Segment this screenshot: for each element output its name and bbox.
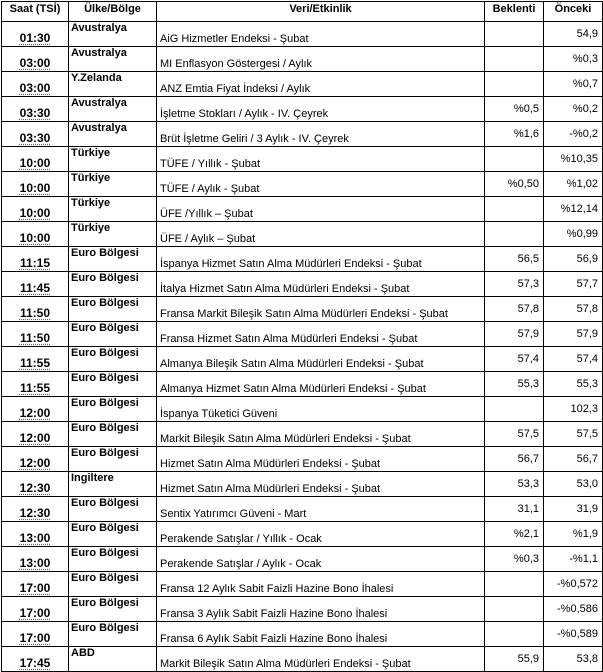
time-value: 17:00 <box>19 606 51 620</box>
data-cell: Fransa 12 Aylık Sabit Faizli Hazine Bono İhalesi <box>157 572 485 597</box>
expected-cell <box>485 22 544 47</box>
data-cell: İspanya Tüketici Güveni <box>157 397 485 422</box>
previous-cell: 31,9 <box>544 497 603 522</box>
time-cell <box>2 322 69 347</box>
region-cell: Y.Zelanda <box>69 72 157 97</box>
region-cell: Euro Bölgesi <box>69 547 157 572</box>
table-row <box>2 97 603 122</box>
data-cell: AiG Hizmetler Endeksi - Şubat <box>157 22 485 47</box>
expected-cell: 53,3 <box>485 472 544 497</box>
table-row <box>2 322 603 347</box>
time-value: 13:00 <box>19 556 51 570</box>
previous-cell: 56,7 <box>544 447 603 472</box>
data-cell: Hizmet Satın Alma Müdürleri Endeksi - Şubat <box>157 472 485 497</box>
table-row <box>2 447 603 472</box>
time-cell <box>2 572 69 597</box>
previous-cell: 53,8 <box>544 647 603 672</box>
time-value: 03:00 <box>19 56 51 70</box>
time-value: 12:00 <box>19 406 51 420</box>
time-cell <box>2 272 69 297</box>
region-cell: Avustralya <box>69 22 157 47</box>
data-cell: MI Enflasyon Göstergesi / Aylık <box>157 47 485 72</box>
region-cell: Euro Bölgesi <box>69 372 157 397</box>
region-cell: Avustralya <box>69 97 157 122</box>
table-row <box>2 72 603 97</box>
table-row <box>2 647 603 672</box>
time-value: 10:00 <box>19 156 51 170</box>
time-cell <box>2 547 69 572</box>
data-cell: Fransa 6 Aylık Sabit Faizli Hazine Bono İhalesi <box>157 622 485 647</box>
time-value: 10:00 <box>19 181 51 195</box>
region-cell: Euro Bölgesi <box>69 622 157 647</box>
time-cell <box>2 497 69 522</box>
expected-cell: 57,5 <box>485 422 544 447</box>
table-row <box>2 197 603 222</box>
time-value: 11:50 <box>19 331 51 345</box>
expected-cell: 55,9 <box>485 647 544 672</box>
previous-cell: %12,14 <box>544 197 603 222</box>
region-cell: Euro Bölgesi <box>69 347 157 372</box>
region-cell: Euro Bölgesi <box>69 522 157 547</box>
time-value: 03:00 <box>19 81 51 95</box>
expected-cell: 55,3 <box>485 372 544 397</box>
data-cell: İspanya Hizmet Satın Alma Müdürleri Endeksi - Şubat <box>157 247 485 272</box>
time-cell <box>2 122 69 147</box>
region-cell: Türkiye <box>69 172 157 197</box>
data-cell: Hizmet Satın Alma Müdürleri Endeksi - Şubat <box>157 447 485 472</box>
data-cell: ÜFE /Yıllık – Şubat <box>157 197 485 222</box>
previous-cell: %0,2 <box>544 97 603 122</box>
header-data: Veri/Etkinlik <box>157 2 485 22</box>
previous-cell: -%0,2 <box>544 122 603 147</box>
previous-cell: 57,8 <box>544 297 603 322</box>
previous-cell: -%0,572 <box>544 572 603 597</box>
region-cell: Euro Bölgesi <box>69 447 157 472</box>
previous-cell: %0,99 <box>544 222 603 247</box>
data-cell: TÜFE / Yıllık - Şubat <box>157 147 485 172</box>
table-row <box>2 22 603 47</box>
header-time: Saat (TSİ) <box>2 2 69 22</box>
time-value: 17:00 <box>19 581 51 595</box>
region-cell: Euro Bölgesi <box>69 422 157 447</box>
data-cell: Markit Bileşik Satın Alma Müdürleri Endeksi - Şubat <box>157 647 485 672</box>
table-row <box>2 347 603 372</box>
expected-cell: %1,6 <box>485 122 544 147</box>
data-cell: TÜFE / Aylık - Şubat <box>157 172 485 197</box>
table-row <box>2 597 603 622</box>
region-cell: Euro Bölgesi <box>69 297 157 322</box>
table-row <box>2 47 603 72</box>
region-cell: Euro Bölgesi <box>69 397 157 422</box>
time-cell <box>2 72 69 97</box>
expected-cell <box>485 597 544 622</box>
time-value: 12:30 <box>19 481 51 495</box>
time-cell <box>2 197 69 222</box>
table-body <box>2 22 603 672</box>
data-cell: Perakende Satışlar / Yıllık - Ocak <box>157 522 485 547</box>
table-row <box>2 172 603 197</box>
header-previous: Önceki <box>544 2 603 22</box>
time-value: 03:30 <box>19 106 51 120</box>
region-cell: Euro Bölgesi <box>69 497 157 522</box>
time-value: 01:30 <box>19 31 51 45</box>
table-row <box>2 372 603 397</box>
time-cell <box>2 297 69 322</box>
time-cell <box>2 447 69 472</box>
previous-cell: 55,3 <box>544 372 603 397</box>
time-cell <box>2 222 69 247</box>
table-row <box>2 272 603 297</box>
expected-cell <box>485 197 544 222</box>
time-value: 13:00 <box>19 531 51 545</box>
expected-cell <box>485 622 544 647</box>
time-value: 11:45 <box>19 281 51 295</box>
time-cell <box>2 597 69 622</box>
data-cell: Sentix Yatırımcı Güveni - Mart <box>157 497 485 522</box>
table-row <box>2 147 603 172</box>
time-value: 17:45 <box>19 656 51 670</box>
expected-cell: 57,8 <box>485 297 544 322</box>
data-cell: Fransa Markit Bileşik Satın Alma Müdürleri Endeksi - Şubat <box>157 297 485 322</box>
region-cell: Euro Bölgesi <box>69 572 157 597</box>
expected-cell <box>485 72 544 97</box>
table-row <box>2 497 603 522</box>
data-cell: Almanya Hizmet Satın Alma Müdürleri Endeksi - Şubat <box>157 372 485 397</box>
time-value: 11:50 <box>19 306 51 320</box>
time-cell <box>2 647 69 672</box>
data-cell: Fransa Hizmet Satın Alma Müdürleri Endeksi - Şubat <box>157 322 485 347</box>
table-row <box>2 522 603 547</box>
time-value: 10:00 <box>19 206 51 220</box>
previous-cell: -%0,589 <box>544 622 603 647</box>
data-cell: Fransa 3 Aylık Sabit Faizli Hazine Bono İhalesi <box>157 597 485 622</box>
region-cell: Euro Bölgesi <box>69 322 157 347</box>
expected-cell: %2,1 <box>485 522 544 547</box>
expected-cell: 31,1 <box>485 497 544 522</box>
data-cell: Almanya Bileşik Satın Alma Müdürleri Endeksi - Şubat <box>157 347 485 372</box>
time-cell <box>2 247 69 272</box>
table-row <box>2 297 603 322</box>
time-value: 11:55 <box>19 356 51 370</box>
time-value: 12:30 <box>19 506 51 520</box>
expected-cell <box>485 147 544 172</box>
time-cell <box>2 147 69 172</box>
economic-calendar-table <box>1 1 603 672</box>
previous-cell: -%1,1 <box>544 547 603 572</box>
previous-cell: %1,9 <box>544 522 603 547</box>
expected-cell: %0,5 <box>485 97 544 122</box>
table-row <box>2 622 603 647</box>
header-expected: Beklenti <box>485 2 544 22</box>
header-region: Ülke/Bölge <box>69 2 157 22</box>
expected-cell: 57,9 <box>485 322 544 347</box>
previous-cell: %0,3 <box>544 47 603 72</box>
previous-cell: 57,5 <box>544 422 603 447</box>
previous-cell: %0,7 <box>544 72 603 97</box>
previous-cell: 53,0 <box>544 472 603 497</box>
data-cell: Markit Bileşik Satın Alma Müdürleri Endeksi - Şubat <box>157 422 485 447</box>
region-cell: ABD <box>69 647 157 672</box>
data-cell: ANZ Emtia Fiyat İndeksi / Aylık <box>157 72 485 97</box>
time-cell <box>2 622 69 647</box>
region-cell: Türkiye <box>69 147 157 172</box>
time-value: 17:00 <box>19 631 51 645</box>
expected-cell: 56,5 <box>485 247 544 272</box>
data-cell: ÜFE / Aylık – Şubat <box>157 222 485 247</box>
time-value: 03:30 <box>19 131 51 145</box>
table-row <box>2 472 603 497</box>
expected-cell: 57,3 <box>485 272 544 297</box>
time-cell <box>2 22 69 47</box>
time-cell <box>2 47 69 72</box>
expected-cell <box>485 222 544 247</box>
previous-cell: 102,3 <box>544 397 603 422</box>
previous-cell: %10,35 <box>544 147 603 172</box>
data-cell: İtalya Hizmet Satın Alma Müdürleri Endeksi - Şubat <box>157 272 485 297</box>
time-cell <box>2 522 69 547</box>
region-cell: Avustralya <box>69 47 157 72</box>
previous-cell: 54,9 <box>544 22 603 47</box>
data-cell: Brüt İşletme Geliri / 3 Aylık - IV. Çeyrek <box>157 122 485 147</box>
previous-cell: -%0,586 <box>544 597 603 622</box>
table-row <box>2 547 603 572</box>
expected-cell: 57,4 <box>485 347 544 372</box>
expected-cell <box>485 397 544 422</box>
time-cell <box>2 172 69 197</box>
time-value: 11:15 <box>19 256 51 270</box>
previous-cell: 57,9 <box>544 322 603 347</box>
table-row <box>2 122 603 147</box>
time-value: 12:00 <box>19 431 51 445</box>
table-row <box>2 222 603 247</box>
time-value: 12:00 <box>19 456 51 470</box>
data-cell: Perakende Satışlar / Aylık - Ocak <box>157 547 485 572</box>
time-cell <box>2 372 69 397</box>
region-cell: Ingiltere <box>69 472 157 497</box>
table-header <box>2 2 603 22</box>
expected-cell <box>485 572 544 597</box>
expected-cell: 56,7 <box>485 447 544 472</box>
time-value: 11:55 <box>19 381 51 395</box>
region-cell: Avustralya <box>69 122 157 147</box>
previous-cell: 56,9 <box>544 247 603 272</box>
expected-cell: %0,50 <box>485 172 544 197</box>
time-value: 10:00 <box>19 231 51 245</box>
expected-cell <box>485 47 544 72</box>
time-cell <box>2 347 69 372</box>
data-cell: İşletme Stokları / Aylık - IV. Çeyrek <box>157 97 485 122</box>
region-cell: Euro Bölgesi <box>69 272 157 297</box>
header-row <box>2 2 603 22</box>
table-row <box>2 247 603 272</box>
expected-cell: %0,3 <box>485 547 544 572</box>
region-cell: Euro Bölgesi <box>69 597 157 622</box>
time-cell <box>2 97 69 122</box>
previous-cell: %1,02 <box>544 172 603 197</box>
region-cell: Türkiye <box>69 222 157 247</box>
previous-cell: 57,4 <box>544 347 603 372</box>
time-cell <box>2 397 69 422</box>
region-cell: Türkiye <box>69 197 157 222</box>
region-cell: Euro Bölgesi <box>69 247 157 272</box>
time-cell <box>2 472 69 497</box>
table-row <box>2 397 603 422</box>
time-cell <box>2 422 69 447</box>
previous-cell: 57,7 <box>544 272 603 297</box>
table-row <box>2 422 603 447</box>
table-row <box>2 572 603 597</box>
